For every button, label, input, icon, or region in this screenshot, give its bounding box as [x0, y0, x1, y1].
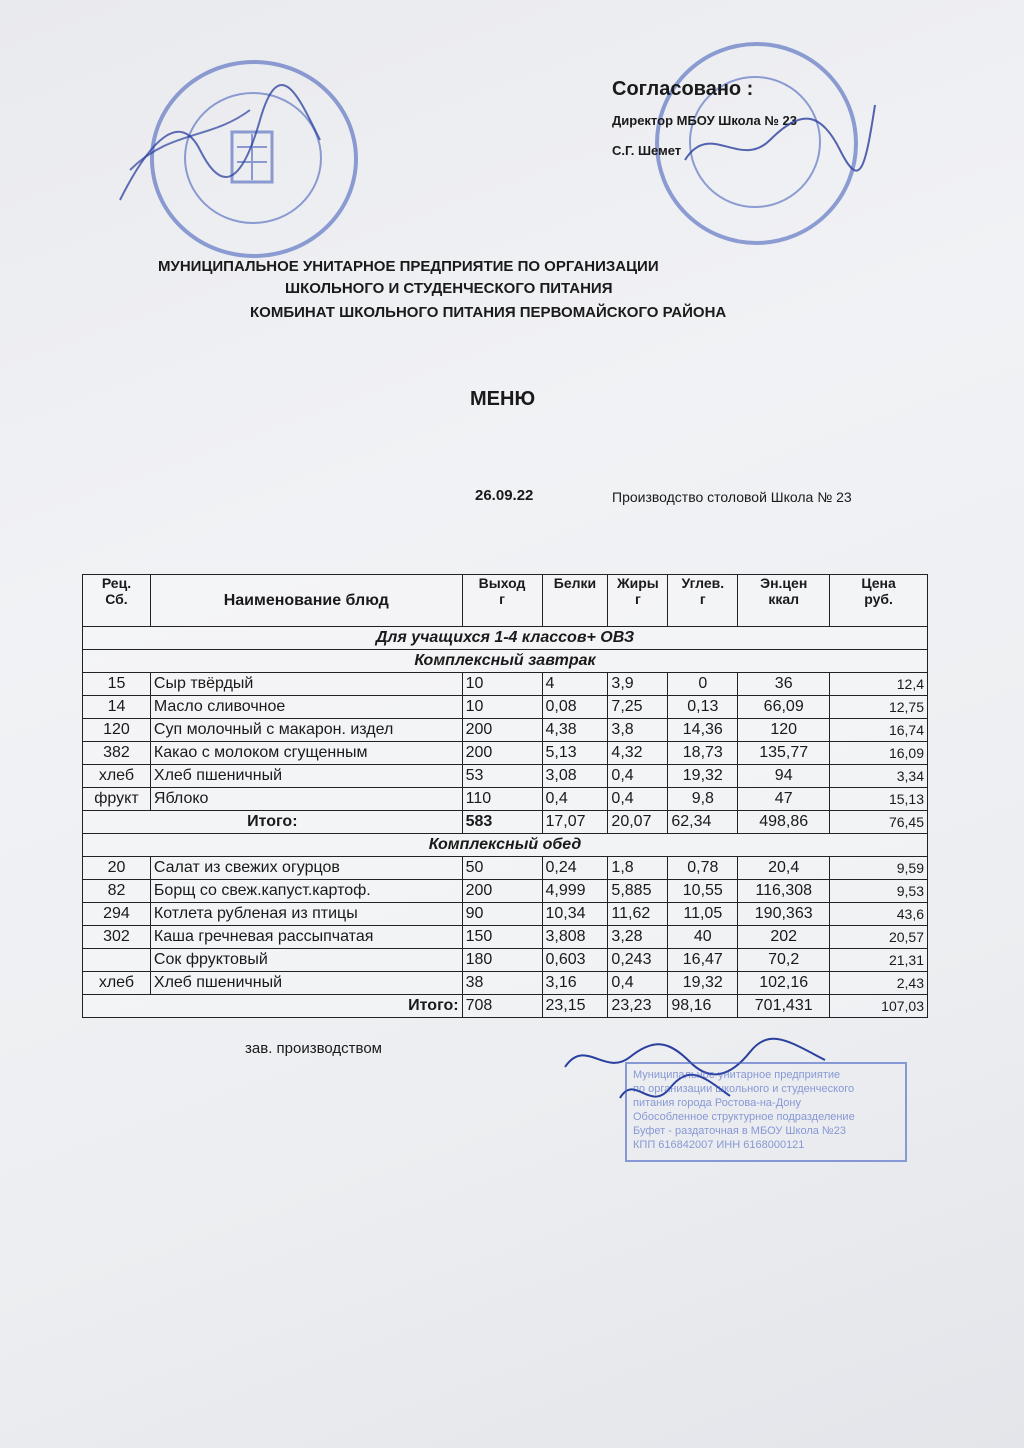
row-name: Какао с молоком сгущенным	[150, 742, 462, 765]
row-protein: 10,34	[542, 903, 608, 926]
row-rec: 15	[83, 673, 151, 696]
row-fat: 0,4	[608, 788, 668, 811]
manager-label: зав. производством	[245, 1040, 382, 1057]
row-protein: 0,603	[542, 949, 608, 972]
header-energy: Эн.цен ккал	[738, 575, 830, 627]
rectangular-stamp: Муниципальное унитарное предприятие по организации школьного и студенческого питания города Ростова-на-Дону Обособленное структурное подразделение Буфет - раздаточная в МБОУ Школа №23 КПП 616842007 ИНН 6168000121	[625, 1062, 907, 1162]
row-fat: 3,9	[608, 673, 668, 696]
row-name: Масло сливочное	[150, 696, 462, 719]
row-price: 21,31	[830, 949, 928, 972]
row-energy: 66,09	[738, 696, 830, 719]
row-energy: 102,16	[738, 972, 830, 995]
table-row	[83, 673, 928, 696]
row-fat: 1,8	[608, 857, 668, 880]
row-out: 110	[462, 788, 542, 811]
table-row	[83, 949, 928, 972]
row-rec: 294	[83, 903, 151, 926]
row-out: 10	[462, 673, 542, 696]
total-protein: 17,07	[542, 811, 608, 834]
header-price: Цена руб.	[830, 575, 928, 627]
table-row	[83, 880, 928, 903]
row-energy: 120	[738, 719, 830, 742]
lunch-total-row	[83, 995, 928, 1018]
row-rec: фрукт	[83, 788, 151, 811]
table-row	[83, 696, 928, 719]
table-row	[83, 972, 928, 995]
total-carb: 98,16	[668, 995, 738, 1018]
row-rec: 302	[83, 926, 151, 949]
total-label: Итого:	[83, 995, 463, 1018]
row-protein: 3,16	[542, 972, 608, 995]
row-fat: 11,62	[608, 903, 668, 926]
row-name: Сыр твёрдый	[150, 673, 462, 696]
table-row	[83, 926, 928, 949]
row-protein: 4,999	[542, 880, 608, 903]
row-carb: 0,78	[668, 857, 738, 880]
row-carb: 0,13	[668, 696, 738, 719]
table-row	[83, 765, 928, 788]
row-rec: 120	[83, 719, 151, 742]
row-rec: 82	[83, 880, 151, 903]
row-name: Котлета рубленая из птицы	[150, 903, 462, 926]
row-out: 90	[462, 903, 542, 926]
group-title: Для учащихся 1-4 классов+ ОВЗ	[83, 627, 928, 650]
row-out: 200	[462, 880, 542, 903]
page-title: МЕНЮ	[470, 388, 536, 410]
table-row	[83, 742, 928, 765]
row-out: 38	[462, 972, 542, 995]
header-carb: Углев. г	[668, 575, 738, 627]
header-fat: Жиры г	[608, 575, 668, 627]
breakfast-total-row	[83, 811, 928, 834]
total-fat: 23,23	[608, 995, 668, 1018]
table-row	[83, 788, 928, 811]
row-protein: 3,08	[542, 765, 608, 788]
row-protein: 0,08	[542, 696, 608, 719]
total-protein: 23,15	[542, 995, 608, 1018]
total-label: Итого:	[83, 811, 463, 834]
row-rec: 14	[83, 696, 151, 719]
org-line-1: МУНИЦИПАЛЬНОЕ УНИТАРНОЕ ПРЕДПРИЯТИЕ ПО ОРГАНИЗАЦИИ	[158, 258, 659, 275]
total-out: 708	[462, 995, 542, 1018]
row-energy: 20,4	[738, 857, 830, 880]
row-carb: 0	[668, 673, 738, 696]
row-name: Каша гречневая рассыпчатая	[150, 926, 462, 949]
row-price: 12,75	[830, 696, 928, 719]
row-fat: 0,243	[608, 949, 668, 972]
row-rec	[83, 949, 151, 972]
row-name: Суп молочный с макарон. издел	[150, 719, 462, 742]
total-out: 583	[462, 811, 542, 834]
row-price: 9,53	[830, 880, 928, 903]
row-rec: 20	[83, 857, 151, 880]
row-protein: 4,38	[542, 719, 608, 742]
row-energy: 47	[738, 788, 830, 811]
row-price: 20,57	[830, 926, 928, 949]
menu-date: 26.09.22	[475, 487, 534, 504]
row-energy: 70,2	[738, 949, 830, 972]
row-fat: 3,28	[608, 926, 668, 949]
table-header-row	[83, 575, 928, 627]
row-energy: 36	[738, 673, 830, 696]
row-energy: 190,363	[738, 903, 830, 926]
header-rec: Рец. Сб.	[83, 575, 151, 627]
row-rec: 382	[83, 742, 151, 765]
approval-name: С.Г. Шемет	[612, 143, 682, 158]
row-out: 10	[462, 696, 542, 719]
header-out: Выход г	[462, 575, 542, 627]
row-carb: 11,05	[668, 903, 738, 926]
row-rec: хлеб	[83, 765, 151, 788]
total-fat: 20,07	[608, 811, 668, 834]
row-out: 150	[462, 926, 542, 949]
row-carb: 40	[668, 926, 738, 949]
row-price: 12,4	[830, 673, 928, 696]
total-price: 76,45	[830, 811, 928, 834]
table-row	[83, 857, 928, 880]
row-price: 2,43	[830, 972, 928, 995]
row-out: 53	[462, 765, 542, 788]
row-price: 43,6	[830, 903, 928, 926]
row-fat: 3,8	[608, 719, 668, 742]
row-fat: 0,4	[608, 765, 668, 788]
row-carb: 19,32	[668, 765, 738, 788]
table-row	[83, 903, 928, 926]
total-energy: 701,431	[738, 995, 830, 1018]
row-price: 15,13	[830, 788, 928, 811]
row-name: Хлеб пшеничный	[150, 765, 462, 788]
production-label: Производство столовой Школа № 23	[612, 489, 852, 505]
row-name: Борщ со свеж.капуст.картоф.	[150, 880, 462, 903]
row-carb: 14,36	[668, 719, 738, 742]
header-name: Наименование блюд	[150, 575, 462, 627]
row-protein: 5,13	[542, 742, 608, 765]
row-price: 3,34	[830, 765, 928, 788]
row-carb: 9,8	[668, 788, 738, 811]
row-price: 16,74	[830, 719, 928, 742]
lunch-title: Комплексный обед	[83, 834, 928, 857]
row-price: 9,59	[830, 857, 928, 880]
approval-director: Директор МБОУ Школа № 23	[612, 113, 797, 128]
table-row	[83, 719, 928, 742]
total-price: 107,03	[830, 995, 928, 1018]
org-line-3: КОМБИНАТ ШКОЛЬНОГО ПИТАНИЯ ПЕРВОМАЙСКОГО РАЙОНА	[250, 304, 727, 321]
row-rec: хлеб	[83, 972, 151, 995]
row-fat: 0,4	[608, 972, 668, 995]
row-carb: 18,73	[668, 742, 738, 765]
row-name: Сок фруктовый	[150, 949, 462, 972]
signature-left	[110, 80, 330, 220]
org-line-2: ШКОЛЬНОГО И СТУДЕНЧЕСКОГО ПИТАНИЯ	[285, 280, 613, 297]
row-energy: 135,77	[738, 742, 830, 765]
total-carb: 62,34	[668, 811, 738, 834]
row-fat: 4,32	[608, 742, 668, 765]
row-fat: 7,25	[608, 696, 668, 719]
row-out: 200	[462, 719, 542, 742]
row-carb: 10,55	[668, 880, 738, 903]
total-energy: 498,86	[738, 811, 830, 834]
menu-table	[82, 574, 928, 1018]
row-name: Хлеб пшеничный	[150, 972, 462, 995]
row-carb: 19,32	[668, 972, 738, 995]
row-energy: 116,308	[738, 880, 830, 903]
breakfast-title: Комплексный завтрак	[83, 650, 928, 673]
row-carb: 16,47	[668, 949, 738, 972]
row-out: 180	[462, 949, 542, 972]
signature-right	[680, 100, 880, 180]
row-name: Яблоко	[150, 788, 462, 811]
row-price: 16,09	[830, 742, 928, 765]
row-out: 200	[462, 742, 542, 765]
row-energy: 94	[738, 765, 830, 788]
row-protein: 3,808	[542, 926, 608, 949]
row-name: Салат из свежих огурцов	[150, 857, 462, 880]
row-energy: 202	[738, 926, 830, 949]
row-protein: 0,4	[542, 788, 608, 811]
approval-title: Согласовано :	[612, 78, 754, 100]
row-protein: 4	[542, 673, 608, 696]
row-protein: 0,24	[542, 857, 608, 880]
row-fat: 5,885	[608, 880, 668, 903]
header-protein: Белки	[542, 575, 608, 627]
row-out: 50	[462, 857, 542, 880]
